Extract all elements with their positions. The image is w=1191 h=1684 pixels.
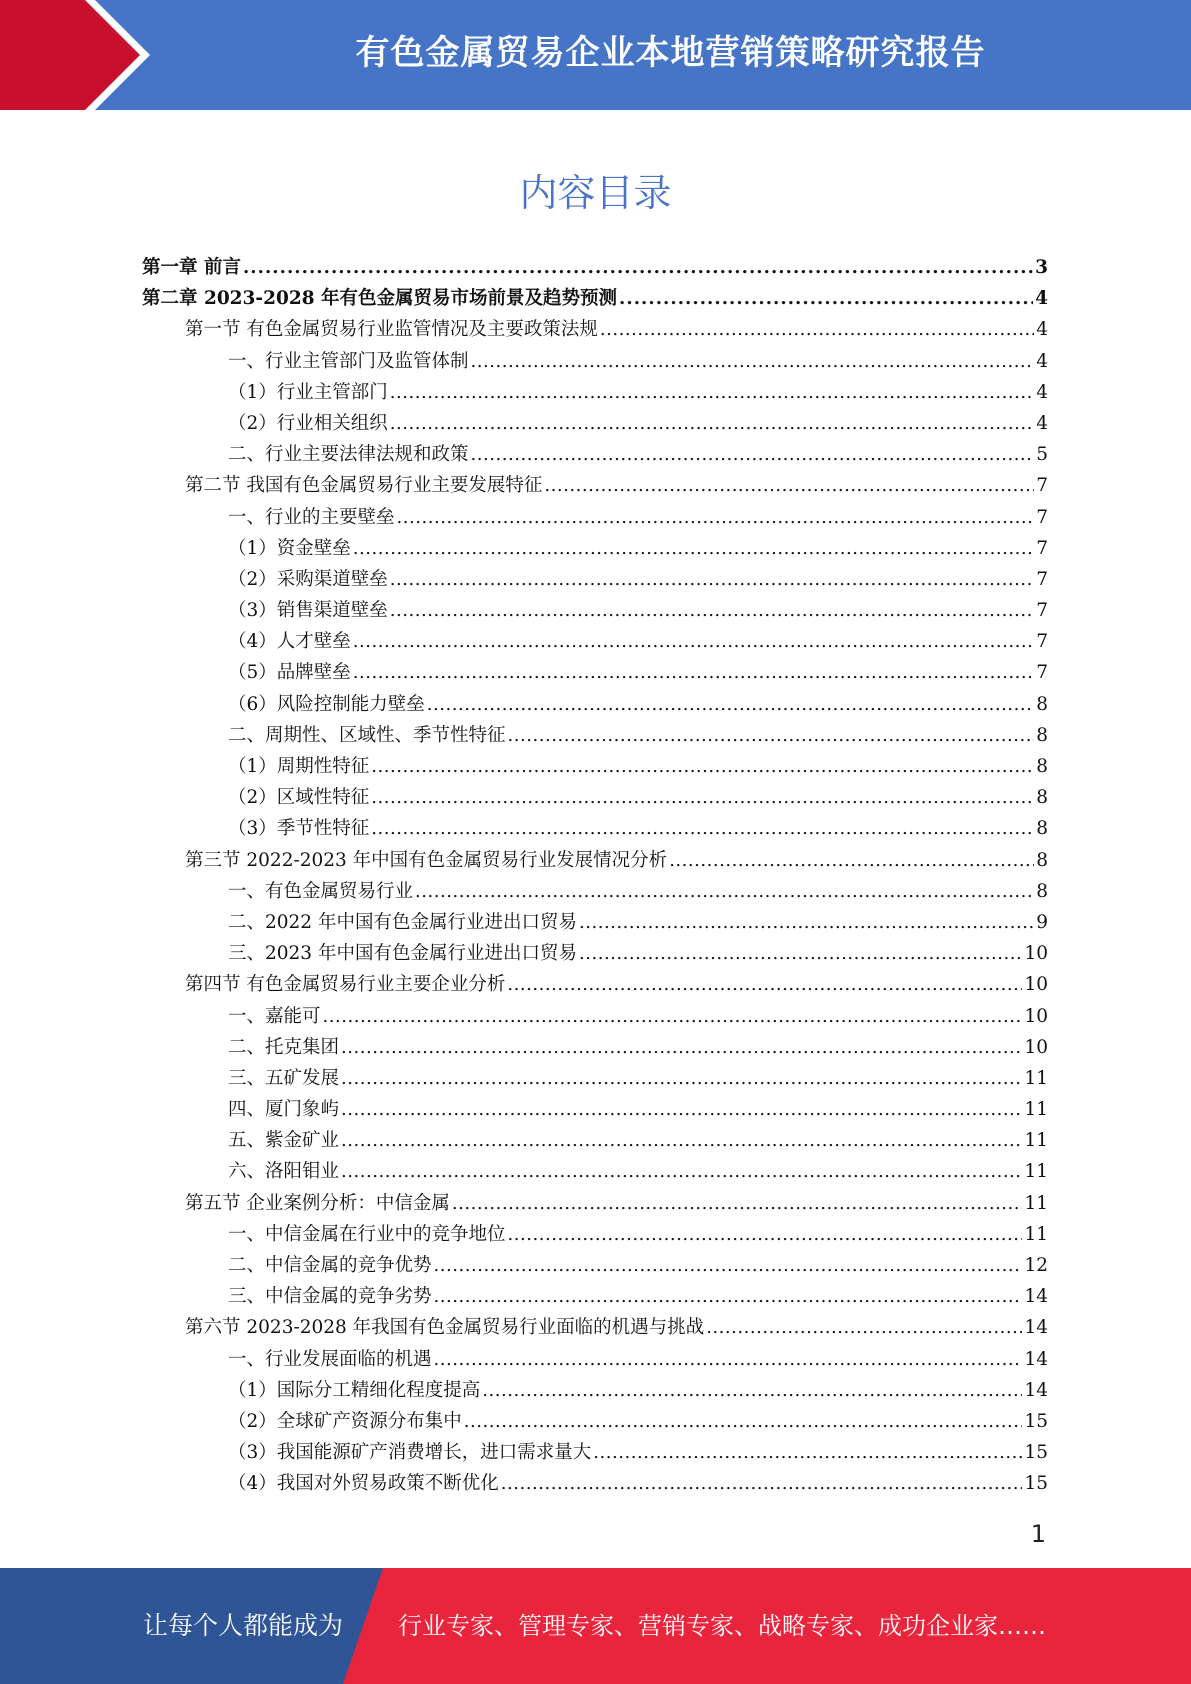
toc-entry-page: 15 (1024, 1410, 1048, 1432)
toc-entry-page: 4 (1036, 319, 1048, 341)
toc-leader-dots (353, 631, 1034, 652)
toc-entry[interactable] (142, 1002, 1048, 1033)
toc-entry-label: 一、嘉能可 (228, 1005, 321, 1027)
page-number: 1 (1030, 1520, 1046, 1548)
toc-entry-page: 14 (1024, 1317, 1048, 1339)
toc-entry[interactable] (142, 627, 1048, 658)
toc-leader-dots (482, 1380, 1022, 1401)
toc-entry[interactable] (142, 1033, 1048, 1064)
toc-entry-label: （4）我国对外贸易政策不断优化 (228, 1473, 499, 1495)
toc-entry-label: 四、厦门象屿 (228, 1099, 340, 1121)
toc-entry[interactable] (142, 1376, 1048, 1407)
toc-entry-label: 第二节 我国有色金属贸易行业主要发展特征 (185, 475, 543, 497)
toc-entry-label: （1）资金壁垒 (228, 537, 351, 559)
toc-entry[interactable] (142, 596, 1048, 627)
toc-leader-dots (464, 1411, 1023, 1432)
footer-slogan-left: 让每个人都能成为 (143, 1611, 344, 1640)
toc-leader-dots (371, 787, 1034, 808)
toc-leader-dots (452, 1193, 1023, 1214)
toc-entry-page: 8 (1036, 849, 1048, 871)
toc-leader-dots (427, 694, 1034, 715)
toc-entry-label: 二、周期性、区域性、季节性特征 (228, 724, 506, 746)
footer-slogan-right: 行业专家、管理专家、营销专家、战略专家、成功企业家…… (398, 1612, 1046, 1640)
toc-entry[interactable] (142, 1438, 1048, 1469)
toc-leader-dots (341, 1068, 1022, 1089)
toc-leader-dots (397, 507, 1035, 528)
toc-entry-page: 8 (1036, 756, 1048, 777)
toc-leader-dots (323, 1006, 1023, 1027)
toc-leader-dots (341, 1099, 1022, 1120)
report-title: 有色金属贸易企业本地营销策略研究报告 (355, 33, 986, 73)
toc-leader-dots (390, 382, 1034, 403)
toc-entry-page: 8 (1036, 787, 1048, 809)
toc-entry[interactable] (142, 1126, 1048, 1157)
toc-entry-label: 一、有色金属贸易行业 (228, 880, 414, 902)
toc-entry[interactable] (142, 658, 1048, 689)
toc-entry-page: 8 (1036, 818, 1048, 840)
toc-leader-dots (353, 538, 1034, 559)
toc-entry-label: （3）我国能源矿产消费增长，进口需求量大 (228, 1442, 592, 1464)
toc-leader-dots (371, 818, 1034, 839)
toc-entry[interactable] (142, 565, 1048, 596)
toc-entry-page: 5 (1036, 444, 1048, 466)
toc-entry-label: 三、五矿发展 (228, 1067, 340, 1089)
toc-entry-label: 二、行业主要法律法规和政策 (228, 444, 469, 466)
toc-leader-dots (593, 1442, 1022, 1463)
toc-entry-label: 六、洛阳钼业 (228, 1161, 340, 1183)
toc-entry[interactable] (142, 1469, 1048, 1500)
toc-entry[interactable] (142, 1095, 1048, 1126)
toc-leader-dots (600, 319, 1034, 340)
toc-leader-dots (434, 1349, 1023, 1370)
toc-entry-page: 7 (1036, 475, 1048, 497)
toc-leader-dots (579, 912, 1034, 933)
toc-entry-label: 一、行业发展面临的机遇 (228, 1348, 432, 1370)
toc-entry-page: 7 (1036, 631, 1048, 653)
toc-entry-label: （4）人才壁垒 (228, 631, 351, 653)
toc-leader-dots (353, 662, 1034, 683)
toc-entry[interactable] (142, 908, 1048, 939)
toc-entry-label: 第一章 前言 (142, 257, 241, 278)
toc-entry[interactable] (142, 846, 1048, 877)
toc-entry-page: 11 (1024, 1067, 1048, 1089)
toc-leader-dots (508, 725, 1035, 746)
toc-entry-label: （6）风险控制能力壁垒 (228, 693, 425, 715)
toc-leader-dots (243, 257, 1033, 278)
toc-entry-label: 第五节 企业案例分析：中信金属 (185, 1192, 450, 1214)
toc-entry-page: 7 (1036, 537, 1048, 559)
toc-entry-page: 7 (1036, 600, 1048, 622)
toc-entry-page: 10 (1024, 1036, 1048, 1058)
toc-leader-dots (341, 1161, 1022, 1182)
toc-entry[interactable] (142, 1407, 1048, 1438)
toc-entry-page: 7 (1036, 568, 1048, 590)
toc-entry-label: 第一节 有色金属贸易行业监管情况及主要政策法规 (185, 319, 598, 341)
toc-entry-label: （3）销售渠道壁垒 (228, 600, 388, 622)
toc-entry-page: 11 (1024, 1223, 1048, 1245)
toc-leader-dots (390, 600, 1034, 621)
toc-leader-dots (669, 850, 1034, 871)
toc-entry[interactable] (142, 1313, 1048, 1344)
toc-entry-label: 三、中信金属的竞争劣势 (228, 1286, 432, 1308)
toc-entry-label: （2）全球矿产资源分布集中 (228, 1410, 462, 1432)
toc-leader-dots (341, 1130, 1022, 1151)
toc-entry-page: 15 (1024, 1473, 1048, 1495)
toc-entry[interactable] (142, 534, 1048, 565)
toc-entry-page: 11 (1024, 1130, 1048, 1152)
toc-entry-page: 4 (1035, 288, 1048, 310)
toc-entry-label: 五、紫金矿业 (228, 1130, 340, 1152)
toc-entry[interactable] (142, 690, 1048, 721)
toc-entry-label: （2）区域性特征 (228, 787, 370, 809)
toc-entry-page: 4 (1036, 350, 1048, 372)
toc-entry[interactable] (142, 1345, 1048, 1376)
toc-entry-label: （5）品牌壁垒 (228, 662, 351, 684)
toc-leader-dots (544, 475, 1034, 496)
toc-entry-label: （1）周期性特征 (228, 756, 370, 777)
toc-entry[interactable] (142, 503, 1048, 534)
toc-leader-dots (501, 1473, 1023, 1494)
toc-entry-label: （2）行业相关组织 (228, 412, 388, 434)
toc-leader-dots (579, 943, 1022, 964)
toc-entry-page: 4 (1036, 381, 1048, 403)
toc-entry[interactable] (142, 409, 1048, 440)
toc-entry[interactable] (142, 814, 1048, 845)
toc-entry-page: 12 (1024, 1255, 1048, 1276)
toc-entry[interactable] (142, 1189, 1048, 1220)
toc-entry-label: 一、行业的主要壁垒 (228, 506, 395, 528)
toc-entry-label: 二、托克集团 (228, 1036, 340, 1058)
toc-entry-page: 11 (1024, 1099, 1048, 1121)
toc-entry[interactable] (142, 721, 1048, 752)
toc-entry-label: 第六节 2023-2028 年我国有色金属贸易行业面临的机遇与挑战 (185, 1317, 705, 1339)
toc-entry-page: 11 (1024, 1161, 1048, 1183)
toc-leader-dots (390, 413, 1034, 434)
toc-entry[interactable] (142, 284, 1048, 315)
toc-entry[interactable] (142, 783, 1048, 814)
toc-leader-dots (471, 444, 1035, 465)
toc-entry-label: 三、2023 年中国有色金属行业进出口贸易 (228, 943, 577, 965)
header-banner (0, 0, 1191, 110)
toc-entry-page: 15 (1024, 1442, 1048, 1464)
toc-entry[interactable] (142, 970, 1048, 1001)
toc-entry[interactable] (142, 1064, 1048, 1095)
toc-entry-page: 14 (1024, 1379, 1048, 1401)
toc-leader-dots (434, 1255, 1023, 1276)
toc-heading: 内容目录 (519, 171, 672, 215)
header-red-arrow (0, 0, 150, 110)
toc-entry[interactable] (142, 347, 1048, 378)
toc-entry-page: 11 (1024, 1192, 1048, 1214)
toc-entry[interactable] (142, 1251, 1048, 1282)
toc-leader-dots (508, 1224, 1023, 1245)
toc-entry-page: 4 (1036, 412, 1048, 434)
toc-leader-dots (619, 288, 1033, 309)
toc-entry-label: 二、中信金属的竞争优势 (228, 1255, 432, 1276)
toc-entry[interactable] (142, 1220, 1048, 1251)
toc-entry-label: （1）国际分工精细化程度提高 (228, 1379, 481, 1401)
toc-entry-page: 3 (1035, 257, 1048, 278)
toc-leader-dots (507, 974, 1022, 995)
table-of-contents (142, 253, 1048, 1501)
toc-leader-dots (471, 351, 1035, 372)
toc-entry[interactable] (142, 752, 1048, 783)
toc-entry[interactable] (142, 1157, 1048, 1188)
toc-entry-label: 第三节 2022-2023 年中国有色金属贸易行业发展情况分析 (185, 849, 668, 871)
toc-entry-page: 9 (1036, 911, 1048, 933)
toc-entry-label: （1）行业主管部门 (228, 381, 388, 403)
toc-entry-page: 10 (1024, 943, 1048, 965)
toc-entry-page: 10 (1024, 1005, 1048, 1027)
toc-entry-page: 7 (1036, 662, 1048, 684)
toc-leader-dots (371, 756, 1034, 777)
toc-entry-page: 8 (1036, 724, 1048, 746)
toc-entry[interactable] (142, 315, 1048, 346)
toc-entry[interactable] (142, 440, 1048, 471)
toc-entry[interactable] (142, 471, 1048, 502)
toc-leader-dots (415, 881, 1034, 902)
toc-leader-dots (390, 569, 1034, 590)
toc-entry-page: 14 (1024, 1348, 1048, 1370)
toc-entry-label: 第二章 2023-2028 年有色金属贸易市场前景及趋势预测 (142, 288, 618, 310)
toc-entry-page: 8 (1036, 693, 1048, 715)
toc-entry-page: 10 (1024, 974, 1048, 996)
toc-leader-dots (341, 1037, 1022, 1058)
toc-entry-label: 二、2022 年中国有色金属行业进出口贸易 (228, 911, 577, 933)
toc-entry[interactable] (142, 1282, 1048, 1313)
toc-entry[interactable] (142, 378, 1048, 409)
toc-leader-dots (706, 1317, 1022, 1338)
toc-leader-dots (434, 1286, 1023, 1307)
toc-entry[interactable] (142, 877, 1048, 908)
toc-entry-page: 7 (1036, 506, 1048, 528)
footer-banner (0, 1568, 1191, 1684)
toc-entry-page: 8 (1036, 880, 1048, 902)
toc-entry-page: 14 (1024, 1286, 1048, 1308)
toc-entry[interactable] (142, 253, 1048, 284)
toc-entry-label: 一、中信金属在行业中的竞争地位 (228, 1223, 506, 1245)
toc-entry-label: （3）季节性特征 (228, 818, 370, 840)
toc-entry-label: （2）采购渠道壁垒 (228, 568, 388, 590)
toc-entry[interactable] (142, 939, 1048, 970)
toc-entry-label: 一、行业主管部门及监管体制 (228, 350, 469, 372)
toc-entry-label: 第四节 有色金属贸易行业主要企业分析 (185, 974, 506, 996)
